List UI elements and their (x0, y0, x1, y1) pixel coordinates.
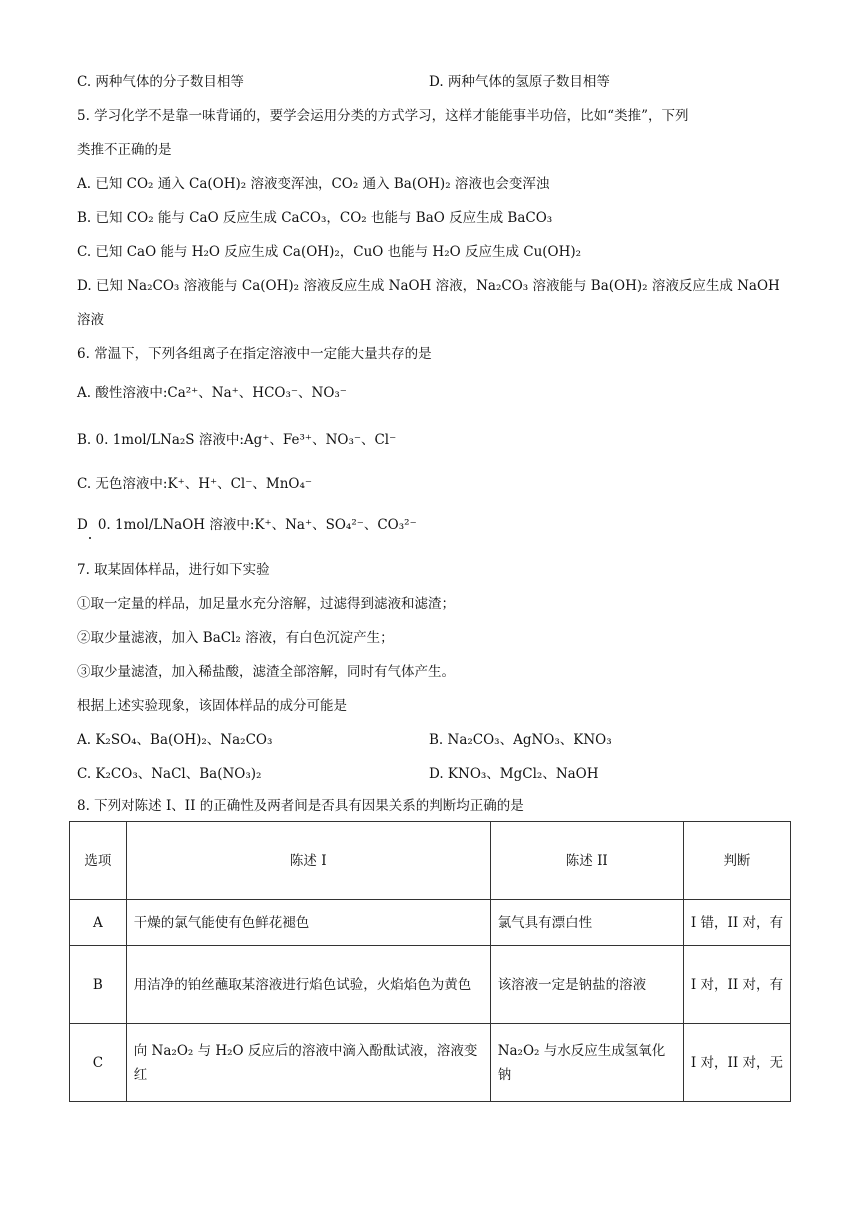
q7-option-c: C. K₂CO₃、NaCl、Ba(NO₃)₂ (77, 766, 262, 782)
q7-step2: ②取少量滤液，加入 BaCl₂ 溶液，有白色沉淀产生； (77, 630, 394, 646)
q7-stem: 7. 取某固体样品，进行如下实验 (77, 562, 270, 578)
row-option: C (70, 1024, 127, 1102)
q7-step3: ③取少量滤渣，加入稀盐酸，滤渣全部溶解，同时有气体产生。 (77, 664, 455, 680)
q5-option-a: A. 已知 CO₂ 通入 Ca(OH)₂ 溶液变浑浊，CO₂ 通入 Ba(OH)₂ 溶液也会变浑浊 (77, 176, 550, 192)
q7-step1: ①取一定量的样品，加足量水充分溶解，过滤得到滤液和滤渣； (77, 596, 455, 612)
q7-option-b: B. Na₂CO₃、AgNO₃、KNO₃ (429, 732, 612, 748)
header-statement-2: 陈述 II (490, 822, 683, 900)
q6-option-d-text: 0. 1mol/LNaOH 溶液中: (97, 517, 255, 533)
q5-stem-line1: 5. 学习化学不是靠一味背诵的，要学会运用分类的方式学习，这样才能能事半功倍，比如“类推”，下列 (77, 108, 689, 124)
table-header-row (70, 822, 791, 900)
q6-option-d (77, 516, 417, 534)
row-statement-1: 向 Na₂O₂ 与 H₂O 反应后的溶液中滴入酚酞试液，溶液变红 (126, 1024, 490, 1102)
q6-option-a-prefix: A. 酸性溶液中: (77, 385, 168, 401)
q6-stem: 6. 常温下，下列各组离子在指定溶液中一定能大量共存的是 (77, 346, 432, 362)
q6-option-a (77, 384, 347, 402)
q7-conclusion: 根据上述实验现象，该固体样品的成分可能是 (77, 698, 347, 714)
q5-option-c: C. 已知 CaO 能与 H₂O 反应生成 Ca(OH)₂，CuO 也能与 H₂O 反应生成 Cu(OH)₂ (77, 244, 582, 260)
q8-stem: 8. 下列对陈述 I、II 的正确性及两者间是否具有因果关系的判断均正确的是 (77, 798, 524, 814)
q5-option-d-line2: 溶液 (77, 312, 104, 328)
q6-option-a-ions: Ca²⁺、Na⁺、HCO₃⁻、NO₃⁻ (167, 385, 347, 401)
row-option: B (70, 946, 127, 1024)
row-statement-2: Na₂O₂ 与水反应生成氢氧化钠 (490, 1024, 683, 1102)
q6-option-b-ions: Ag⁺、Fe³⁺、NO₃⁻、Cl⁻ (243, 432, 397, 448)
q5-option-b: B. 已知 CO₂ 能与 CaO 反应生成 CaCO₃，CO₂ 也能与 BaO 反应生成 BaCO₃ (77, 210, 553, 226)
q7-option-d: D. KNO₃、MgCl₂、NaOH (429, 766, 599, 782)
row-statement-1: 干燥的氯气能使有色鲜花褪色 (126, 900, 490, 946)
q4-option-c: C. 两种气体的分子数目相等 (77, 74, 244, 90)
header-option: 选项 (70, 822, 127, 900)
row-statement-1: 用洁净的铂丝蘸取某溶液进行焰色试验，火焰焰色为黄色 (126, 946, 490, 1024)
table-row (70, 900, 791, 946)
row-statement-2: 该溶液一定是钠盐的溶液 (490, 946, 683, 1024)
header-judgement: 判断 (683, 822, 790, 900)
table-row (70, 1024, 791, 1102)
row-statement-2: 氯气具有漂白性 (490, 900, 683, 946)
row-judgement: I 对，II 对，有 (683, 946, 790, 1024)
table-row (70, 946, 791, 1024)
header-statement-1: 陈述 I (126, 822, 490, 900)
row-option: A (70, 900, 127, 946)
q7-option-a: A. K₂SO₄、Ba(OH)₂、Na₂CO₃ (77, 732, 273, 748)
q5-stem-line2: 类推不正确的是 (77, 142, 172, 158)
q6-option-b-prefix: B. 0. 1mol/LNa₂S 溶液中: (77, 432, 244, 448)
q4-option-d: D. 两种气体的氢原子数目相等 (429, 74, 610, 90)
q6-option-c-ions: K⁺、H⁺、Cl⁻、MnO₄⁻ (167, 476, 312, 492)
q5-option-d-line1: D. 已知 Na₂CO₃ 溶液能与 Ca(OH)₂ 溶液反应生成 NaOH 溶液，Na₂CO₃ 溶液能与 Ba(OH)₂ 溶液反应生成 NaOH (77, 278, 780, 294)
row-judgement: I 错，II 对，有 (683, 900, 790, 946)
row-judgement: I 对，II 对，无 (683, 1024, 790, 1102)
q6-option-d-ions: K⁺、Na⁺、SO₄²⁻、CO₃²⁻ (254, 517, 417, 533)
q6-option-d-prefix: D (77, 517, 88, 533)
emphasis-dot (89, 537, 91, 539)
q8-table (69, 821, 791, 1102)
q6-option-c-prefix: C. 无色溶液中: (77, 476, 168, 492)
q6-option-c (77, 475, 312, 493)
q6-option-b (77, 431, 396, 449)
